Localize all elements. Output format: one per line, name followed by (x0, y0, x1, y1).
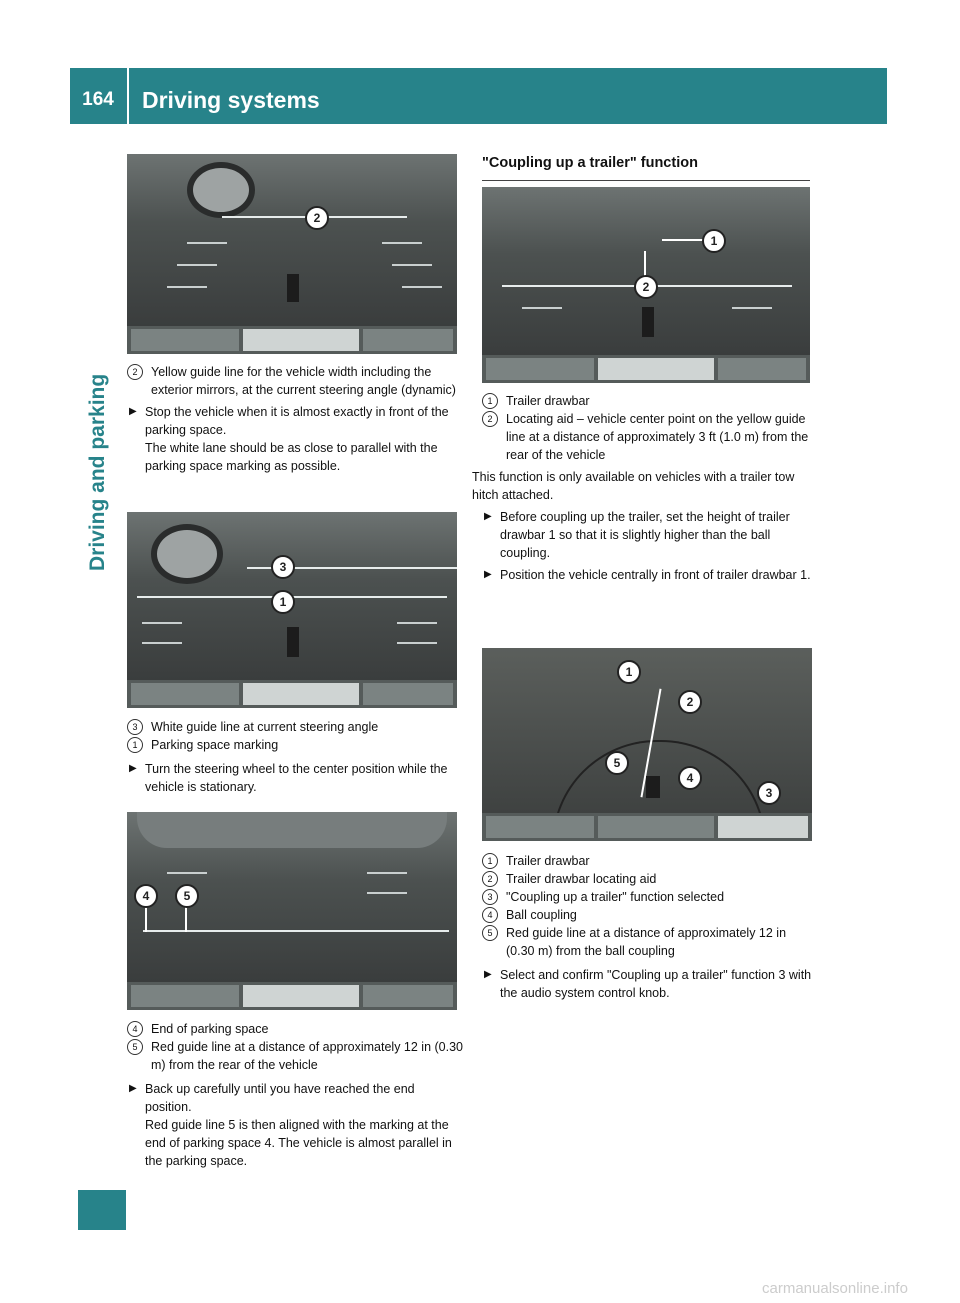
callout-3: 3 (757, 781, 781, 805)
section-heading: "Coupling up a trailer" function (482, 155, 698, 171)
camera-image-1 (127, 154, 457, 354)
callout-1: 1 (702, 229, 726, 253)
left-block-2: 3 White guide line at current steering angle 1 Parking space marking ▶ Turn the steering wheel to the center position while the vehicle is stationary. (127, 718, 463, 796)
callout-2: 2 (634, 275, 658, 299)
side-tab-fill (78, 1190, 126, 1230)
left-block-3: 4 End of parking space 5 Red guide line at a distance of approximately 12 in (0.30 m) from the rear of the vehicle ▶ Back up carefully until you have reached the end position. Red guide line 5 is then aligned with the marking at the end of parking space 4. The vehicle is almost parallel in the parking space. (127, 1020, 463, 1170)
page-number: 164 (82, 89, 114, 110)
callout-3: 3 (271, 555, 295, 579)
callout-1: 1 (271, 590, 295, 614)
camera-image-4 (482, 187, 810, 383)
post (287, 274, 299, 302)
callout-2: 2 (305, 206, 329, 230)
camera-image-2 (127, 512, 457, 708)
ball-coupling (646, 776, 660, 798)
car-wheel (151, 524, 223, 584)
bumper (137, 812, 447, 848)
camera-image-5 (482, 648, 812, 841)
chapter-title: Driving systems (142, 87, 320, 113)
car-wheel (187, 162, 255, 218)
camera-image-3 (127, 812, 457, 1010)
post (287, 627, 299, 657)
callout-5: 5 (175, 884, 199, 908)
callout-1: 1 (617, 660, 641, 684)
callout-4: 4 (678, 766, 702, 790)
callout-4: 4 (134, 884, 158, 908)
side-tab-label: Driving and parking (86, 374, 109, 572)
callout-5: 5 (605, 751, 629, 775)
post (642, 307, 654, 337)
right-block-1: 1 Trailer drawbar 2 Locating aid – vehicle center point on the yellow guide line at a distance of approximately 3 ft (1.0 m) from the rear of the vehicle This function is only available on vehicles with a trailer tow hitch attached. ▶ Before coupling up the trailer, set the height of trailer drawbar 1 so that it is slightly higher than the ball coupling. ▶ Position the vehicle centrally in front of trailer drawbar 1. (482, 392, 812, 584)
page-header (70, 68, 887, 124)
right-block-2: 1 Trailer drawbar 2 Trailer drawbar locating aid 3 "Coupling up a trailer" function selected 4 Ball coupling 5 Red guide line at a distance of approximately 12 in (0.30 m) from the ball coupling ▶ Select and confirm "Coupling up a trailer" function 3 with the audio system control knob. (482, 852, 812, 1002)
side-tab (70, 124, 126, 1230)
left-block-1: 2 Yellow guide line for the vehicle width including the exterior mirrors, at the current steering angle (dynamic) ▶ Stop the vehicle when it is almost exactly in front of the parking space. The white lane should be as close to parallel with the parking space marking as possible. (127, 363, 463, 475)
callout-2: 2 (678, 690, 702, 714)
header-divider (127, 68, 129, 124)
heading-rule (482, 180, 810, 181)
watermark: carmanualsonline.info (762, 1280, 908, 1297)
